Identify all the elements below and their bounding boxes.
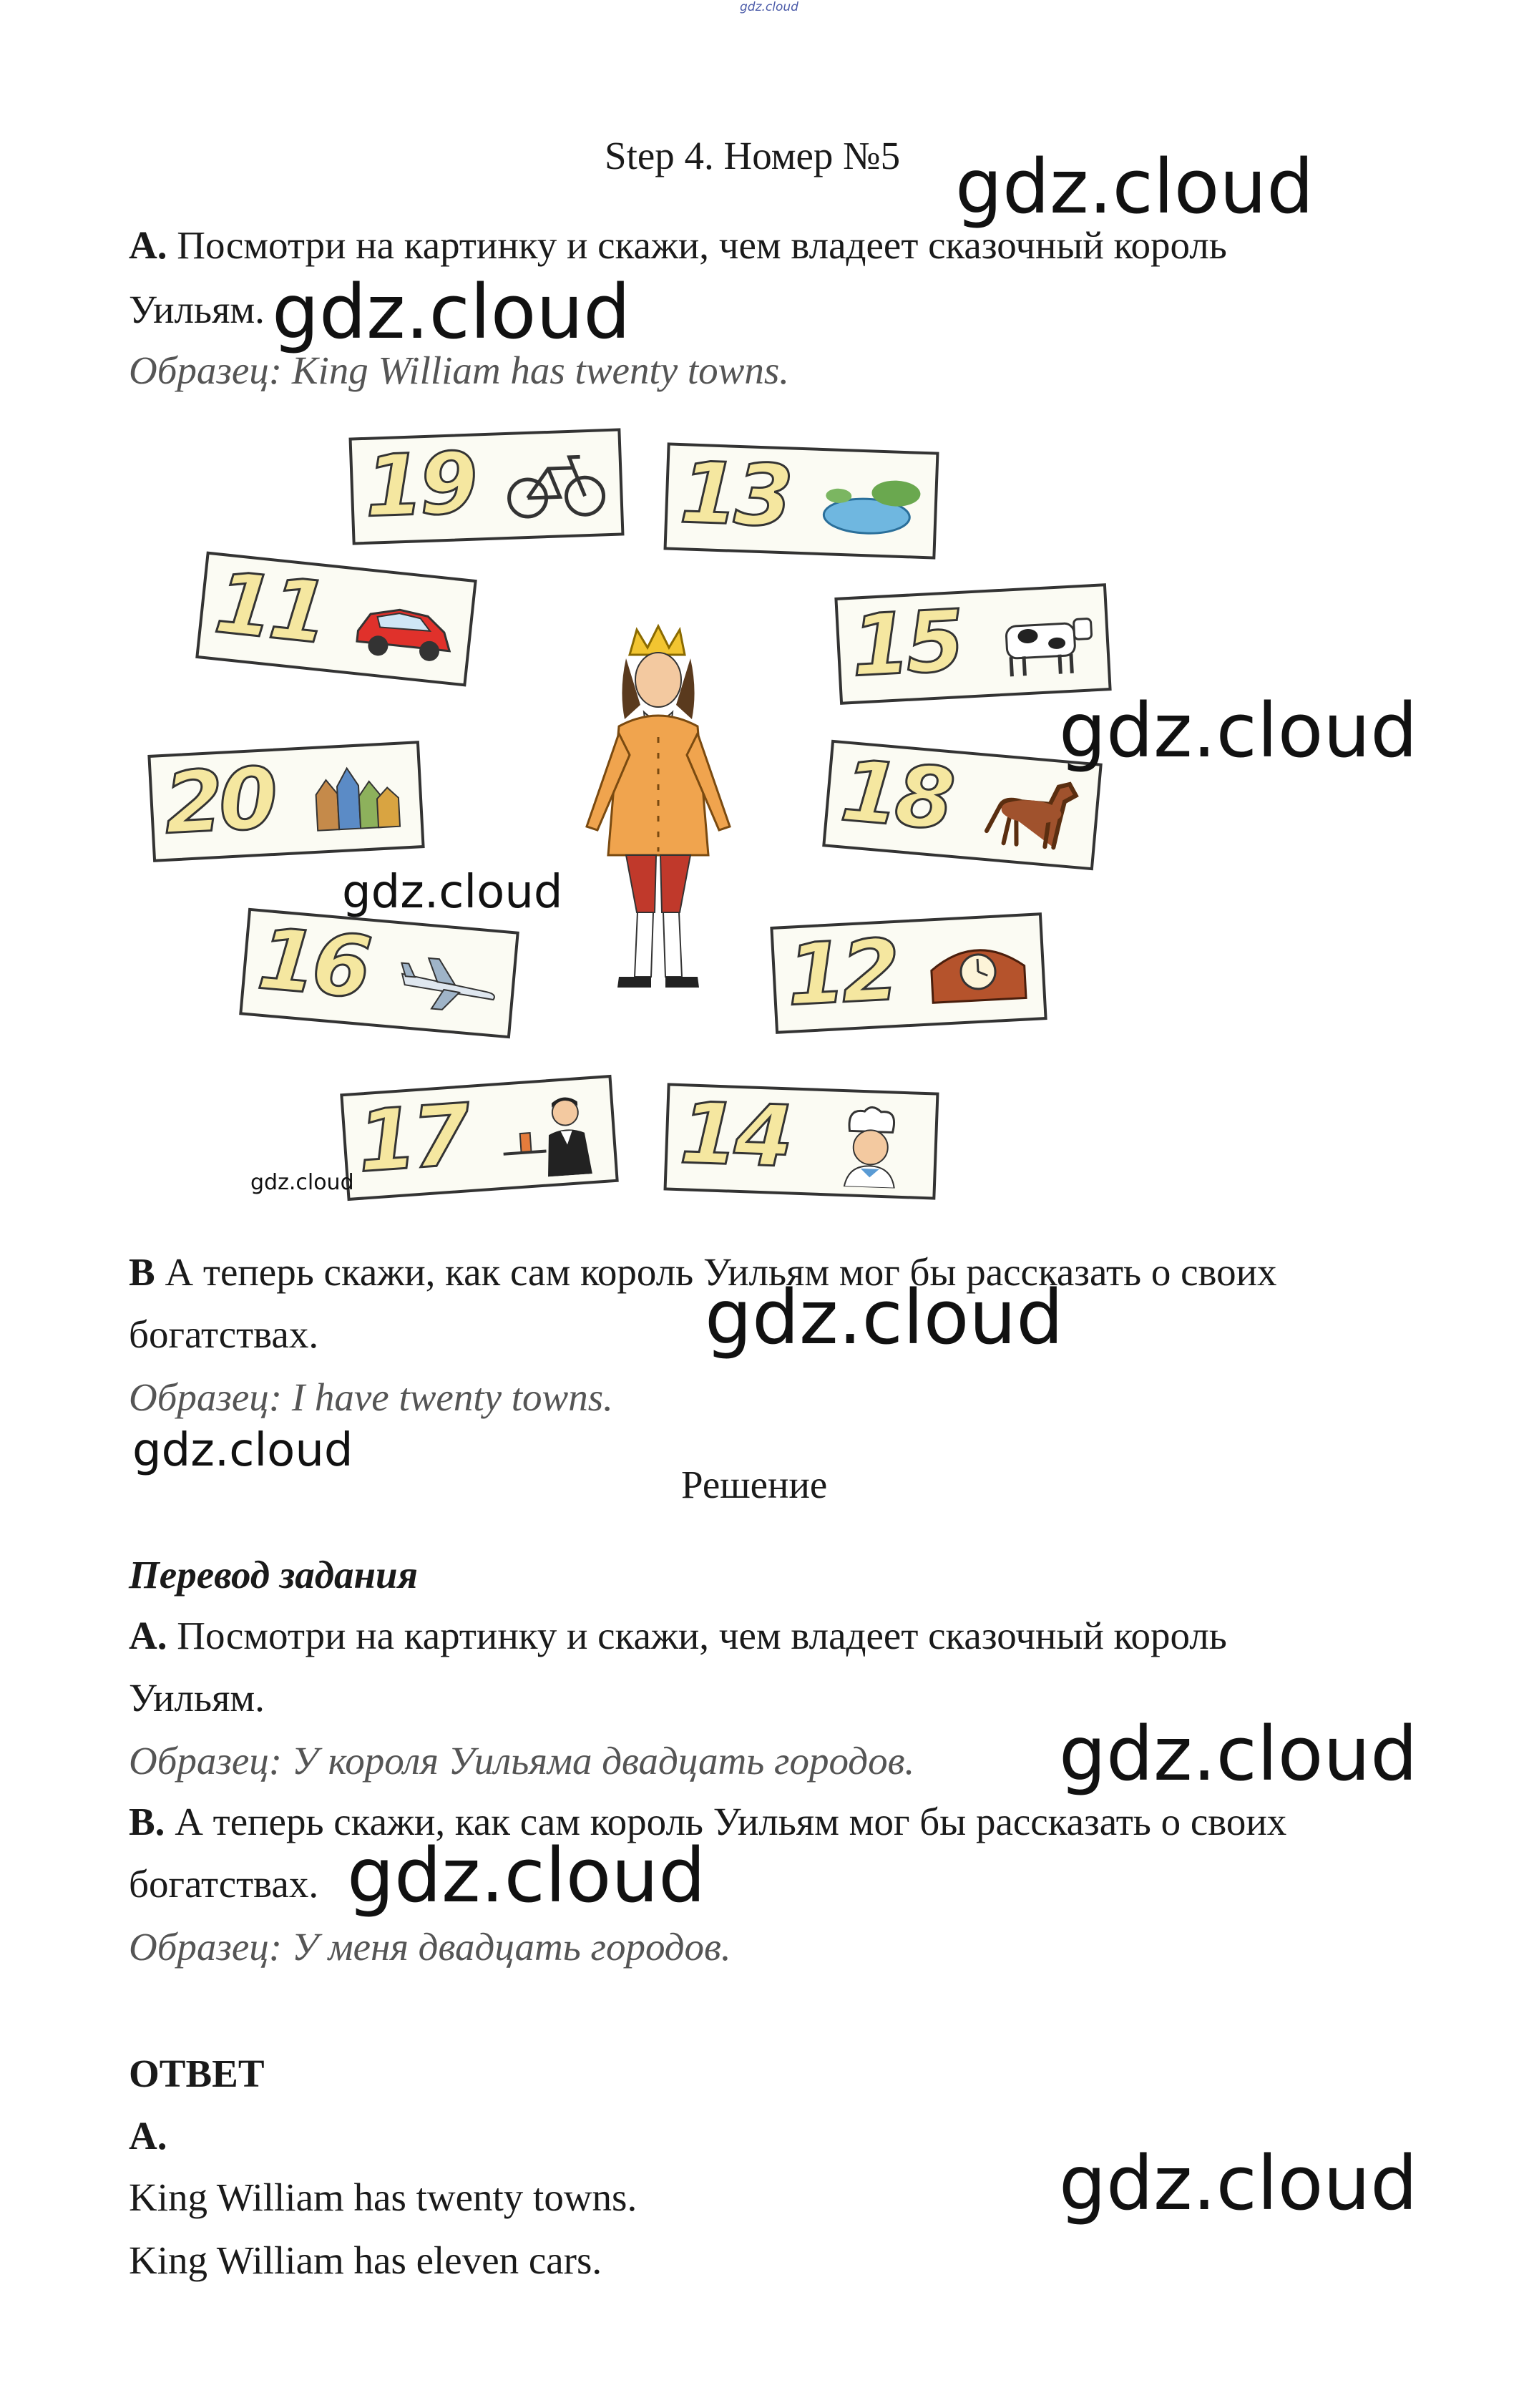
translation-b-text2: богатствах. [129, 1862, 319, 1906]
clock-icon [922, 926, 1034, 1016]
translation-a-text1: Посмотри на картинку и скажи, чем владеет сказочный король [167, 1614, 1227, 1657]
card-number: 18 [837, 741, 954, 849]
town-icon [300, 754, 411, 844]
cow-icon [987, 597, 1098, 687]
answer-line: King William has twenty towns. [129, 2175, 637, 2219]
watermark: gdz.cloud [705, 1274, 1064, 1361]
translation-a-text2: Уильям. [129, 1676, 265, 1720]
card-19 [348, 428, 624, 545]
translation-b-label: В. [129, 1800, 165, 1843]
cook-icon [816, 1101, 926, 1189]
task-b-example: Образец: I have twenty towns. [129, 1375, 613, 1419]
king-picture [143, 419, 1159, 1217]
card-number: 15 [849, 591, 963, 696]
card-number: 17 [354, 1085, 470, 1191]
task-a-text2: Уильям. [129, 288, 265, 331]
bicycle-icon [501, 442, 611, 530]
translation-a-line1 [129, 1612, 1227, 1659]
watermark: gdz.cloud [132, 1424, 353, 1477]
card-number: 16 [254, 909, 371, 1018]
task-b-line1 [129, 1249, 1277, 1296]
translation-heading: Перевод задания [129, 1553, 418, 1597]
translation-b-text1: А теперь скажи, как сам король Уильям мог бы рассказать о своих [165, 1800, 1287, 1843]
card-number: 19 [363, 433, 476, 536]
horse-icon [974, 766, 1089, 859]
answer-a-label: А. [129, 2114, 167, 2158]
watermark: gdz.cloud [1059, 1710, 1418, 1798]
task-b-text2: богатствах. [129, 1312, 319, 1356]
car-icon [348, 580, 464, 676]
watermark: gdz.cloud [955, 143, 1314, 230]
translation-a-label: А. [129, 1614, 167, 1657]
answer-heading: ОТВЕТ [129, 2052, 265, 2095]
task-b-label: В [129, 1250, 155, 1294]
answer-line: King William has eleven cars. [129, 2238, 602, 2282]
king-icon [569, 619, 748, 1005]
card-16 [239, 908, 519, 1039]
waiter-icon [492, 1088, 605, 1180]
card-20 [147, 741, 424, 862]
card-14 [663, 1083, 939, 1199]
solution-heading: Решение [681, 1463, 828, 1506]
airplane-icon [391, 934, 506, 1028]
card-17 [340, 1075, 619, 1201]
translation-a-example: Образец: У короля Уильяма двадцать городов. [129, 1739, 915, 1783]
page-title: Step 4. Номер №5 [605, 134, 901, 177]
task-a-label: А. [129, 223, 167, 267]
card-number: 20 [162, 749, 276, 853]
watermark: gdz.cloud [347, 1832, 706, 1919]
card-13 [663, 442, 939, 559]
watermark: gdz.cloud [272, 268, 631, 356]
card-number: 13 [678, 443, 791, 546]
card-12 [770, 912, 1047, 1034]
watermark: gdz.cloud [250, 1170, 354, 1195]
translation-b-line1 [129, 1798, 1286, 1846]
card-11 [195, 552, 477, 687]
card-number: 14 [678, 1083, 791, 1186]
lake-icon [816, 461, 926, 549]
watermark: gdz.cloud [342, 866, 563, 919]
watermark: gdz.cloud [1059, 687, 1418, 774]
task-b-text1: А теперь скажи, как сам король Уильям мог бы рассказать о своих [155, 1250, 1277, 1294]
task-a-example: Образец: King William has twenty towns. [129, 348, 789, 392]
watermark-top: gdz.cloud [740, 0, 798, 14]
card-number: 12 [784, 920, 899, 1025]
card-number: 11 [210, 552, 330, 663]
translation-b-example: Образец: У меня двадцать городов. [129, 1925, 731, 1969]
task-a-text1: Посмотри на картинку и скажи, чем владеет сказочный король [167, 223, 1227, 267]
watermark: gdz.cloud [1059, 2140, 1418, 2227]
